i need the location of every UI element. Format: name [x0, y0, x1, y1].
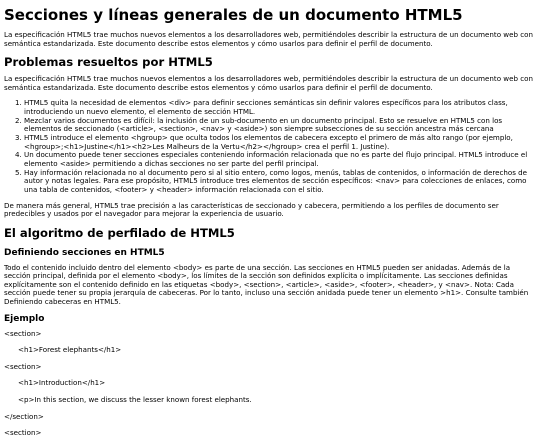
problems-list [4, 99, 536, 194]
list-item: 1. HTML5 quita la necesidad de elementos <div> para definir secciones semánticas sin definir valores específicos para los atributos class, introduciendo un nuevo elemento, el elemento de sección HTML. [24, 99, 536, 116]
problems-intro-paragraph: La especificación HTML5 trae muchos nuevos elementos a los desarrolladores web, permitiéndoles describir la estructura de un documento web con semántica estandarizada. Este documento describe estos elementos y cómo usarlos para definir el perfil de documento. [4, 74, 533, 92]
document-page [0, 6, 540, 438]
list-item: 4. Un documento puede tener secciones especiales conteniendo información relacionada que no es parte del flujo principal. HTML5 introduce el elemento <aside> permitiendo a dichas secciones no ser parte del perfil principal. [24, 151, 536, 168]
code-line: <section> [4, 428, 42, 438]
problems-outro-paragraph: De manera más general, HTML5 trae precisión a las características de seccionado y cabecera, permitiendo a los perfiles de documento ser predecibles y usados por el navegador para mejorar la experiencia de usuario. [4, 200, 499, 219]
defining-sections-heading: Definiendo secciones en HTML5 [4, 247, 165, 258]
code-line: <section> [4, 328, 42, 338]
code-line: <section> [4, 361, 42, 371]
intro-paragraph: La especificación HTML5 trae muchos nuevos elementos a los desarrolladores web, permitiéndoles describir la estructura de un documento web con semántica estandarizada. Este documento describe estos elementos y cómo usarlos para definir el perfil de documento. [4, 30, 533, 48]
list-item: 5. Hay información relacionada no al documento pero si al sitio entero, como logos, menús, tablas de contenidos, o información de derechos de autor y notas legales. Para ese propósito, HTML5 introduce tres elementos de sección específicos: <nav> para colecciones de enlaces, como una tabla de contenidos, <footer> y <header> información relacionada con el sitio. [24, 169, 536, 195]
code-line: <p>In this section, we discuss the lesser known forest elephants. [18, 395, 252, 405]
page-title: Secciones y líneas generales de un documento HTML5 [4, 6, 463, 24]
code-line: <h1>Forest elephants</h1> [18, 345, 122, 355]
list-item: 3. HTML5 introduce el elemento <hgroup> que oculta todos los elementos de cabecera excepto el primero de más alto rango (por ejemplo, <hgroup>;<h1>Justine</h1><h2>Les Malheurs de la Vertu</h2></hgroup> crea el perfil 1. Justine). [24, 134, 536, 151]
code-line: <h1>Introduction</h1> [18, 378, 106, 388]
code-line: </section> [4, 411, 44, 421]
algorithm-heading: El algoritmo de perfilado de HTML5 [4, 225, 235, 240]
defining-sections-paragraph: Todo el contenido incluido dentro del elemento <body> es parte de una sección. Las secciones en HTML5 pueden ser anidadas. Además de la sección principal, definida por el elemento <body>, los límites de la sección son definidos explícita o implícitamente. Las secciones definidas explícitamente son el contenido definido en las etiquetas <body>, <section>, <article>, <aside>, <footer>, <header>, y <nav>. Nota: Cada sección puede tener su propia jerarquía de cabeceras. Por lo tanto, incluso una sección anidada puede tener un elemento >h1>. Consulte también Definiendo cabeceras en HTML5. [4, 262, 529, 307]
list-item: 2. Mezclar varios documentos es difícil: la inclusión de un sub-documento en un documento principal. Esto se resuelve en HTML5 con los elementos de seccionado (<article>, <section>, <nav> y <aside>) son siempre subsecciones de su sección ancestra más cercana [24, 117, 536, 134]
example-heading: Ejemplo [4, 313, 45, 324]
problems-heading: Problemas resueltos por HTML5 [4, 55, 213, 70]
code-example [4, 330, 536, 438]
